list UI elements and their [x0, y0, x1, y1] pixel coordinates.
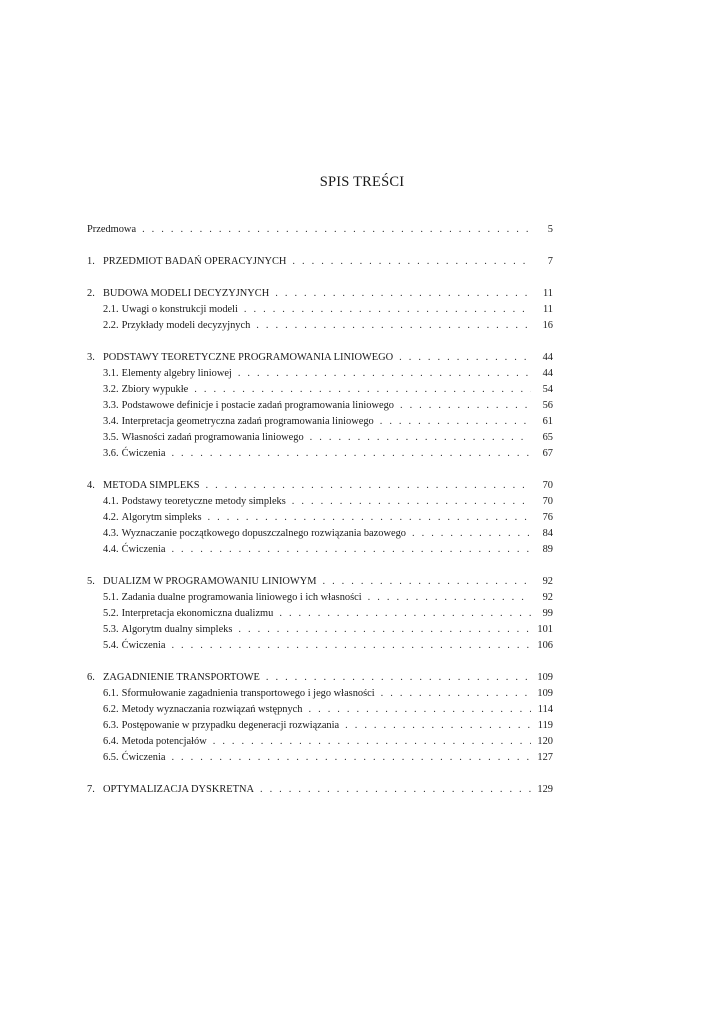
dot-leader [244, 302, 531, 318]
toc-spacer [87, 558, 553, 574]
toc-entry-title: Interpretacja geometryczna zadań programowania liniowego [121, 416, 374, 427]
toc-entry-page-number: 54 [542, 384, 553, 395]
toc-entry-title: Przykłady modeli decyzyjnych [121, 320, 251, 331]
toc-entry-title: DUALIZM W PROGRAMOWANIU LINIOWYM [103, 576, 317, 587]
toc-entry-page-number: 84 [542, 528, 553, 539]
toc-entry-title: Podstawy teoretyczne metody simpleks [121, 496, 286, 507]
toc-entry-number: 3.4. [103, 416, 119, 427]
page-title: SPIS TREŚCI [319, 174, 405, 190]
toc-entry-title: Zadania dualne programowania liniowego i ich własności [121, 592, 362, 603]
dot-leader [322, 574, 531, 590]
toc-entry-number: 6. [87, 672, 95, 683]
toc-entry-section [87, 590, 553, 606]
toc-entry-section [87, 686, 553, 702]
toc-entry-chapter [87, 782, 553, 798]
dot-leader [238, 622, 531, 638]
toc-entry-number: 3.3. [103, 400, 119, 411]
toc-entry-number: 6.1. [103, 688, 119, 699]
dot-leader [310, 430, 531, 446]
toc-entry-page-number: 99 [542, 608, 553, 619]
toc-entry-title: Metody wyznaczania rozwiązań wstępnych [121, 704, 303, 715]
toc-entry-title: Sformułowanie zagadnienia transportowego i jego własności [121, 688, 375, 699]
toc-entry-title: Ćwiczenia [121, 752, 166, 763]
toc-entry-number: 6.3. [103, 720, 119, 731]
toc-entry-title: OPTYMALIZACJA DYSKRETNA [103, 784, 254, 795]
toc-entry-title: Ćwiczenia [121, 640, 166, 651]
toc-entry-chapter [87, 350, 553, 366]
toc-entry-section [87, 542, 553, 558]
toc-entry-page-number: 92 [542, 592, 553, 603]
toc-entry-section [87, 718, 553, 734]
toc-entry-title: BUDOWA MODELI DECYZYJNYCH [103, 288, 270, 299]
toc-entry-title: ZAGADNIENIE TRANSPORTOWE [103, 672, 260, 683]
toc-entry-number: 5.4. [103, 640, 119, 651]
toc-entry-page-number: 106 [537, 640, 553, 651]
toc-spacer [87, 334, 553, 350]
toc-entry-number: 4.2. [103, 512, 119, 523]
dot-leader [171, 446, 531, 462]
toc-entry-page-number: 11 [542, 304, 553, 315]
toc-entry-section [87, 702, 553, 718]
toc-entry-chapter [87, 574, 553, 590]
dot-leader [380, 414, 531, 430]
toc-entry-title: Algorytm dualny simpleks [121, 624, 233, 635]
toc-entry-page-number: 89 [542, 544, 553, 555]
toc-entry-page-number: 114 [537, 704, 553, 715]
toc-entry-page-number: 70 [542, 480, 553, 491]
toc-entry-number: 5.2. [103, 608, 119, 619]
toc-entry-number: 2.1. [103, 304, 119, 315]
toc-entry-chapter [87, 286, 553, 302]
toc-spacer [87, 766, 553, 782]
dot-leader [238, 366, 531, 382]
toc-entry-title: Ćwiczenia [121, 448, 166, 459]
toc-entry-page-number: 44 [542, 368, 553, 379]
dot-leader [412, 526, 531, 542]
toc-entry-title: Interpretacja ekonomiczna dualizmu [121, 608, 274, 619]
dot-leader [345, 718, 531, 734]
toc-entry-number: 5.3. [103, 624, 119, 635]
toc-entry-section [87, 494, 553, 510]
toc-entry-chapter [87, 254, 553, 270]
toc-entry-number: 5.1. [103, 592, 119, 603]
toc-entry-chapter [87, 670, 553, 686]
toc-entry-section [87, 750, 553, 766]
dot-leader [260, 782, 531, 798]
toc-entry-number: 6.5. [103, 752, 119, 763]
dot-leader [399, 350, 531, 366]
toc-entry-page-number: 109 [537, 688, 553, 699]
toc-entry-title: Wyznaczanie początkowego dopuszczalnego rozwiązania bazowego [121, 528, 406, 539]
toc-entry-number: 1. [87, 256, 95, 267]
toc-entry-page-number: 61 [542, 416, 553, 427]
toc-entry-page-number: 44 [542, 352, 553, 363]
toc-entry-page-number: 129 [537, 784, 553, 795]
dot-leader [368, 590, 531, 606]
toc-entry-number: 4.1. [103, 496, 119, 507]
toc-entry-section [87, 382, 553, 398]
toc-entry-number: 4.3. [103, 528, 119, 539]
toc-entry-section [87, 606, 553, 622]
toc-entry-page-number: 56 [542, 400, 553, 411]
dot-leader [292, 254, 531, 270]
toc-entry-number: 5. [87, 576, 95, 587]
dot-leader [400, 398, 531, 414]
toc-entry-title: Uwagi o konstrukcji modeli [121, 304, 238, 315]
toc-entry-page-number: 92 [542, 576, 553, 587]
toc-entry-number: 7. [87, 784, 95, 795]
toc-entry-section [87, 446, 553, 462]
toc-entry-page-number: 65 [542, 432, 553, 443]
toc-entry-number: 6.4. [103, 736, 119, 747]
toc-entry-page-number: 119 [537, 720, 553, 731]
dot-leader [256, 318, 531, 334]
toc-entry-number: 3.5. [103, 432, 119, 443]
dot-leader [309, 702, 532, 718]
dot-leader [171, 638, 531, 654]
toc-entry-title: PODSTAWY TEORETYCZNE PROGRAMOWANIA LINIOWEGO [103, 352, 394, 363]
toc-entry-page-number: 67 [542, 448, 553, 459]
dot-leader [142, 222, 531, 238]
toc-entry-number: 2. [87, 288, 95, 299]
toc-entry-number: 4. [87, 480, 95, 491]
toc-entry-page-number: 16 [542, 320, 553, 331]
toc-entry-number: 3.1. [103, 368, 119, 379]
toc-entry-page-number: 120 [537, 736, 553, 747]
toc-entry-title: Przedmowa [87, 224, 137, 235]
toc-entry-title: Algorytm simpleks [121, 512, 202, 523]
toc-entry-page-number: 11 [542, 288, 553, 299]
toc-entry-title: Elementy algebry liniowej [121, 368, 232, 379]
toc-spacer [87, 654, 553, 670]
toc-entry-section [87, 638, 553, 654]
toc-entry-number: 6.2. [103, 704, 119, 715]
toc-entry-section [87, 734, 553, 750]
dot-leader [266, 670, 531, 686]
toc-entry-page-number: 5 [547, 224, 553, 235]
toc-entry-page-number: 101 [537, 624, 553, 635]
dot-leader [171, 750, 531, 766]
table-of-contents [87, 222, 553, 798]
toc-entry-preface [87, 222, 553, 238]
toc-entry-page-number: 109 [537, 672, 553, 683]
dot-leader [213, 734, 531, 750]
toc-entry-page-number: 127 [537, 752, 553, 763]
toc-entry-title: Zbiory wypukłe [121, 384, 189, 395]
toc-entry-title: Metoda potencjałów [121, 736, 207, 747]
toc-entry-section [87, 510, 553, 526]
toc-entry-title: METODA SIMPLEKS [103, 480, 200, 491]
toc-entry-section [87, 526, 553, 542]
toc-spacer [87, 462, 553, 478]
toc-entry-title: Ćwiczenia [121, 544, 166, 555]
toc-entry-number: 3.2. [103, 384, 119, 395]
dot-leader [279, 606, 531, 622]
toc-entry-section [87, 414, 553, 430]
dot-leader [292, 494, 531, 510]
toc-entry-title: Podstawowe definicje i postacie zadań programowania liniowego [121, 400, 394, 411]
toc-entry-page-number: 7 [547, 256, 553, 267]
toc-entry-number: 3. [87, 352, 95, 363]
toc-entry-title: PRZEDMIOT BADAŃ OPERACYJNYCH [103, 256, 287, 267]
toc-entry-number: 2.2. [103, 320, 119, 331]
toc-entry-chapter [87, 478, 553, 494]
toc-entry-title: Postępowanie w przypadku degeneracji rozwiązania [121, 720, 340, 731]
toc-entry-number: 4.4. [103, 544, 119, 555]
toc-entry-section [87, 302, 553, 318]
dot-leader [206, 478, 531, 494]
toc-entry-section [87, 622, 553, 638]
dot-leader [171, 542, 531, 558]
toc-entry-section [87, 430, 553, 446]
toc-entry-section [87, 366, 553, 382]
toc-spacer [87, 238, 553, 254]
toc-entry-page-number: 70 [542, 496, 553, 507]
toc-spacer [87, 270, 553, 286]
dot-leader [381, 686, 531, 702]
dot-leader [275, 286, 531, 302]
dot-leader [208, 510, 531, 526]
toc-entry-page-number: 76 [542, 512, 553, 523]
toc-entry-section [87, 318, 553, 334]
toc-entry-section [87, 398, 553, 414]
dot-leader [194, 382, 531, 398]
toc-entry-title: Własności zadań programowania liniowego [121, 432, 304, 443]
toc-entry-number: 3.6. [103, 448, 119, 459]
